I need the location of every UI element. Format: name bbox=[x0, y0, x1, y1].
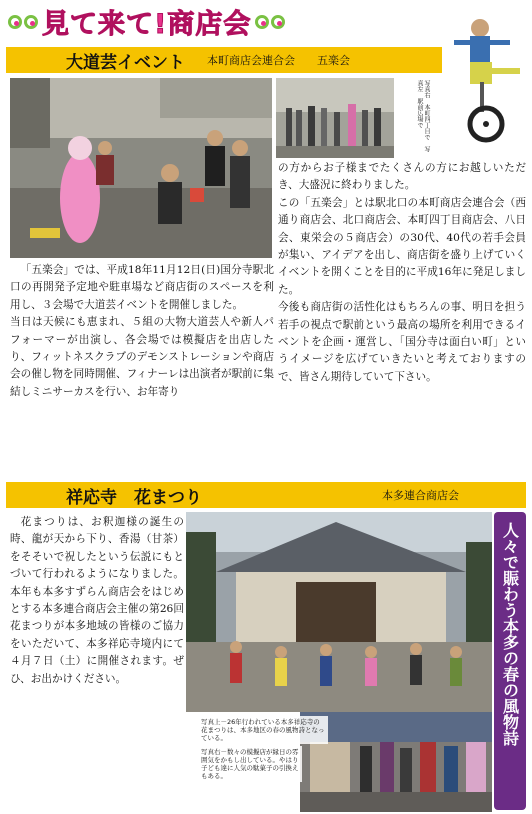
section2-title: 祥応寺 花まつり bbox=[66, 487, 202, 508]
unicycle-performer-photo bbox=[440, 6, 530, 144]
section1-left-column bbox=[10, 262, 274, 474]
section1-header-band bbox=[6, 47, 442, 73]
section2-caption-top: 写真上－26年行われている本多祥応寺の花まつりは、本多地区の春の風物詩となっている。 bbox=[198, 716, 328, 744]
section2-organizer: 本多連合商店会 bbox=[382, 489, 459, 502]
street-performance-photo bbox=[10, 78, 272, 258]
section2-body bbox=[10, 514, 184, 804]
eyes-icon-right bbox=[255, 15, 285, 29]
section1-left-text: 「五楽会」では、平成18年11月12日(日)国分寺駅北口の再開発予定地や駐車場など商店街のスペースを利用し、３会場で大道芸イベントを開催しました。 当日は天候にも恵まれ、５組の大物大道芸人や新人パフォーマーが出演し、各会場では模擬店を出店したり、フィットネスクラブのデモンストレーションや商店会の催し物を同時開催、フィナーレは出演者が駅前に集結しミニサーカスを行い、お年寄り bbox=[10, 264, 274, 398]
section2-caption-bottom: 写真右－数々の模擬店が縁日の雰囲気をかもし出している。やはり子ども達に人気の駄菓子の引換えもある。 bbox=[198, 746, 302, 782]
eye-icon bbox=[8, 15, 22, 29]
temple-festival-photo bbox=[186, 512, 492, 712]
side-banner bbox=[494, 512, 526, 810]
eye-icon bbox=[255, 15, 269, 29]
section1-photo-caption: 写真右 本町四丁目で 写真左 駅前広場で bbox=[416, 80, 430, 152]
section2-body-text: 花まつりは、お釈迦様の誕生の時、龍が天から下り、香湯（甘茶）をそそいで祝したという伝説にもとづいて行われるようになりました。本年も本多すずらん商店会をはじめとする本多連合商店会主催の第26回花まつりが本多地域の皆様のご協力をいただいて、本多祥応寺境内にて４月７日（土）に開催されます。ぜひ、お出かけください。 bbox=[10, 516, 184, 685]
section1-right-text: の方からお子様までたくさんの方にお越しいただき、大盛況に終わりました。 この「五楽会」とは駅北口の本町商店会連合会（西通り商店会、北口商店会、本町四丁目商店会、八日会、東栄会の５商店会）の30代、40代の若手会員が集い、アイデアを出し、商店街を盛り上げていくイベントを開くことを目的に平成16年に発足しました。 今後も商店街の活性化はもちろんの事、明日を担う若手の視点で駅前という最高の場所を利用できるイベントを企画・運営し、「国分寺は面白い町」というイメージを広げていきたいと考えておりますので、皆さん期待していて下さい。 bbox=[278, 162, 526, 383]
eyes-icon-left bbox=[8, 15, 38, 29]
eye-icon bbox=[24, 15, 38, 29]
side-banner-text: 人々で賑わう本多の春の風物詩 bbox=[500, 522, 520, 746]
food-stall-photo bbox=[300, 712, 492, 812]
station-plaza-photo bbox=[276, 78, 394, 158]
eye-icon bbox=[271, 15, 285, 29]
section1-title: 大道芸イベント bbox=[66, 52, 185, 73]
section1-right-column bbox=[278, 160, 526, 474]
section1-organizer: 本町商店会連合会 五楽会 bbox=[207, 54, 350, 67]
title-text: 見て来て!商店会 bbox=[42, 9, 252, 40]
section2-header-band bbox=[6, 482, 526, 508]
newsletter-title bbox=[8, 2, 285, 41]
